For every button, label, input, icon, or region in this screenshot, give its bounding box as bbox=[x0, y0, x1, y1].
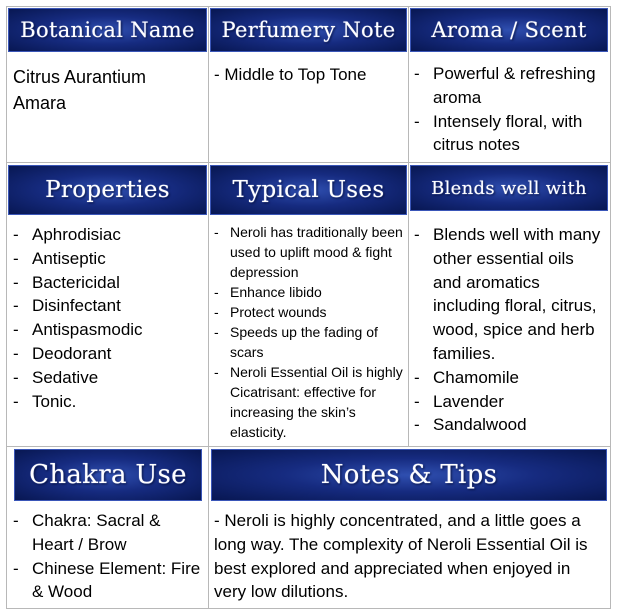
list-item: - Chamomile bbox=[414, 366, 606, 390]
list-item: - Neroli Essential Oil is highly Cicatrisant: effective for increasing the skin’s elasticity. bbox=[214, 362, 406, 442]
grid-line bbox=[6, 6, 610, 7]
list-item: - Powerful & refreshing aroma bbox=[414, 62, 606, 110]
grid-line bbox=[408, 6, 409, 446]
header-typical-uses: Typical Uses bbox=[210, 165, 407, 215]
list-item: - Chakra: Sacral & Heart / Brow bbox=[13, 509, 203, 557]
list-item: - Intensely floral, with citrus notes bbox=[414, 110, 606, 158]
grid-line bbox=[208, 6, 209, 609]
list-item: - Antiseptic bbox=[13, 247, 203, 271]
list-item: - Speeds up the fading of scars bbox=[214, 322, 406, 362]
header-botanical-name: Botanical Name bbox=[8, 8, 207, 52]
header-blends-well-with: Blends well with bbox=[410, 165, 608, 211]
list-item: - Deodorant bbox=[13, 342, 203, 366]
typical-uses-list bbox=[214, 222, 406, 442]
list-item: - Aphrodisiac bbox=[13, 223, 203, 247]
list-item: - Protect wounds bbox=[214, 302, 406, 322]
properties-list bbox=[13, 223, 203, 413]
list-item: - Disinfectant bbox=[13, 294, 203, 318]
aroma-scent-list bbox=[414, 62, 606, 157]
list-item: - Sedative bbox=[13, 366, 203, 390]
grid-line bbox=[6, 446, 610, 447]
list-item: - Tonic. bbox=[13, 390, 203, 414]
header-notes-tips: Notes & Tips bbox=[211, 449, 607, 501]
botanical-name-value: Citrus Aurantium Amara bbox=[13, 67, 147, 113]
notes-tips-text: - Neroli is highly concentrated, and a little goes a long way. The complexity of Neroli Essential Oil is best explored and appreciated when enjoyed in very low dilutions. bbox=[214, 511, 588, 602]
list-item: - Chinese Element: Fire & Wood bbox=[13, 557, 203, 605]
header-aroma-scent: Aroma / Scent bbox=[410, 8, 608, 52]
list-item: - Bactericidal bbox=[13, 271, 203, 295]
chakra-use-list bbox=[13, 509, 203, 604]
grid-line bbox=[6, 6, 7, 609]
list-item: - Neroli has traditionally been used to uplift mood & fight depression bbox=[214, 222, 406, 282]
perfumery-note-value: - Middle to Top Tone bbox=[214, 65, 367, 84]
list-item: - Lavender bbox=[414, 390, 606, 414]
header-properties: Properties bbox=[8, 165, 207, 215]
list-item: - Antispasmodic bbox=[13, 318, 203, 342]
grid-line bbox=[6, 608, 610, 609]
list-item: - Sandalwood bbox=[414, 413, 606, 437]
grid-line bbox=[610, 6, 611, 609]
blends-well-with-list bbox=[414, 223, 606, 437]
list-item: - Blends well with many other essential oils and aromatics including floral, citrus, wood, spice and herb families. bbox=[414, 223, 606, 366]
header-chakra-use: Chakra Use bbox=[14, 449, 202, 501]
grid-line bbox=[6, 162, 610, 163]
list-item: - Enhance libido bbox=[214, 282, 406, 302]
header-perfumery-note: Perfumery Note bbox=[210, 8, 407, 52]
